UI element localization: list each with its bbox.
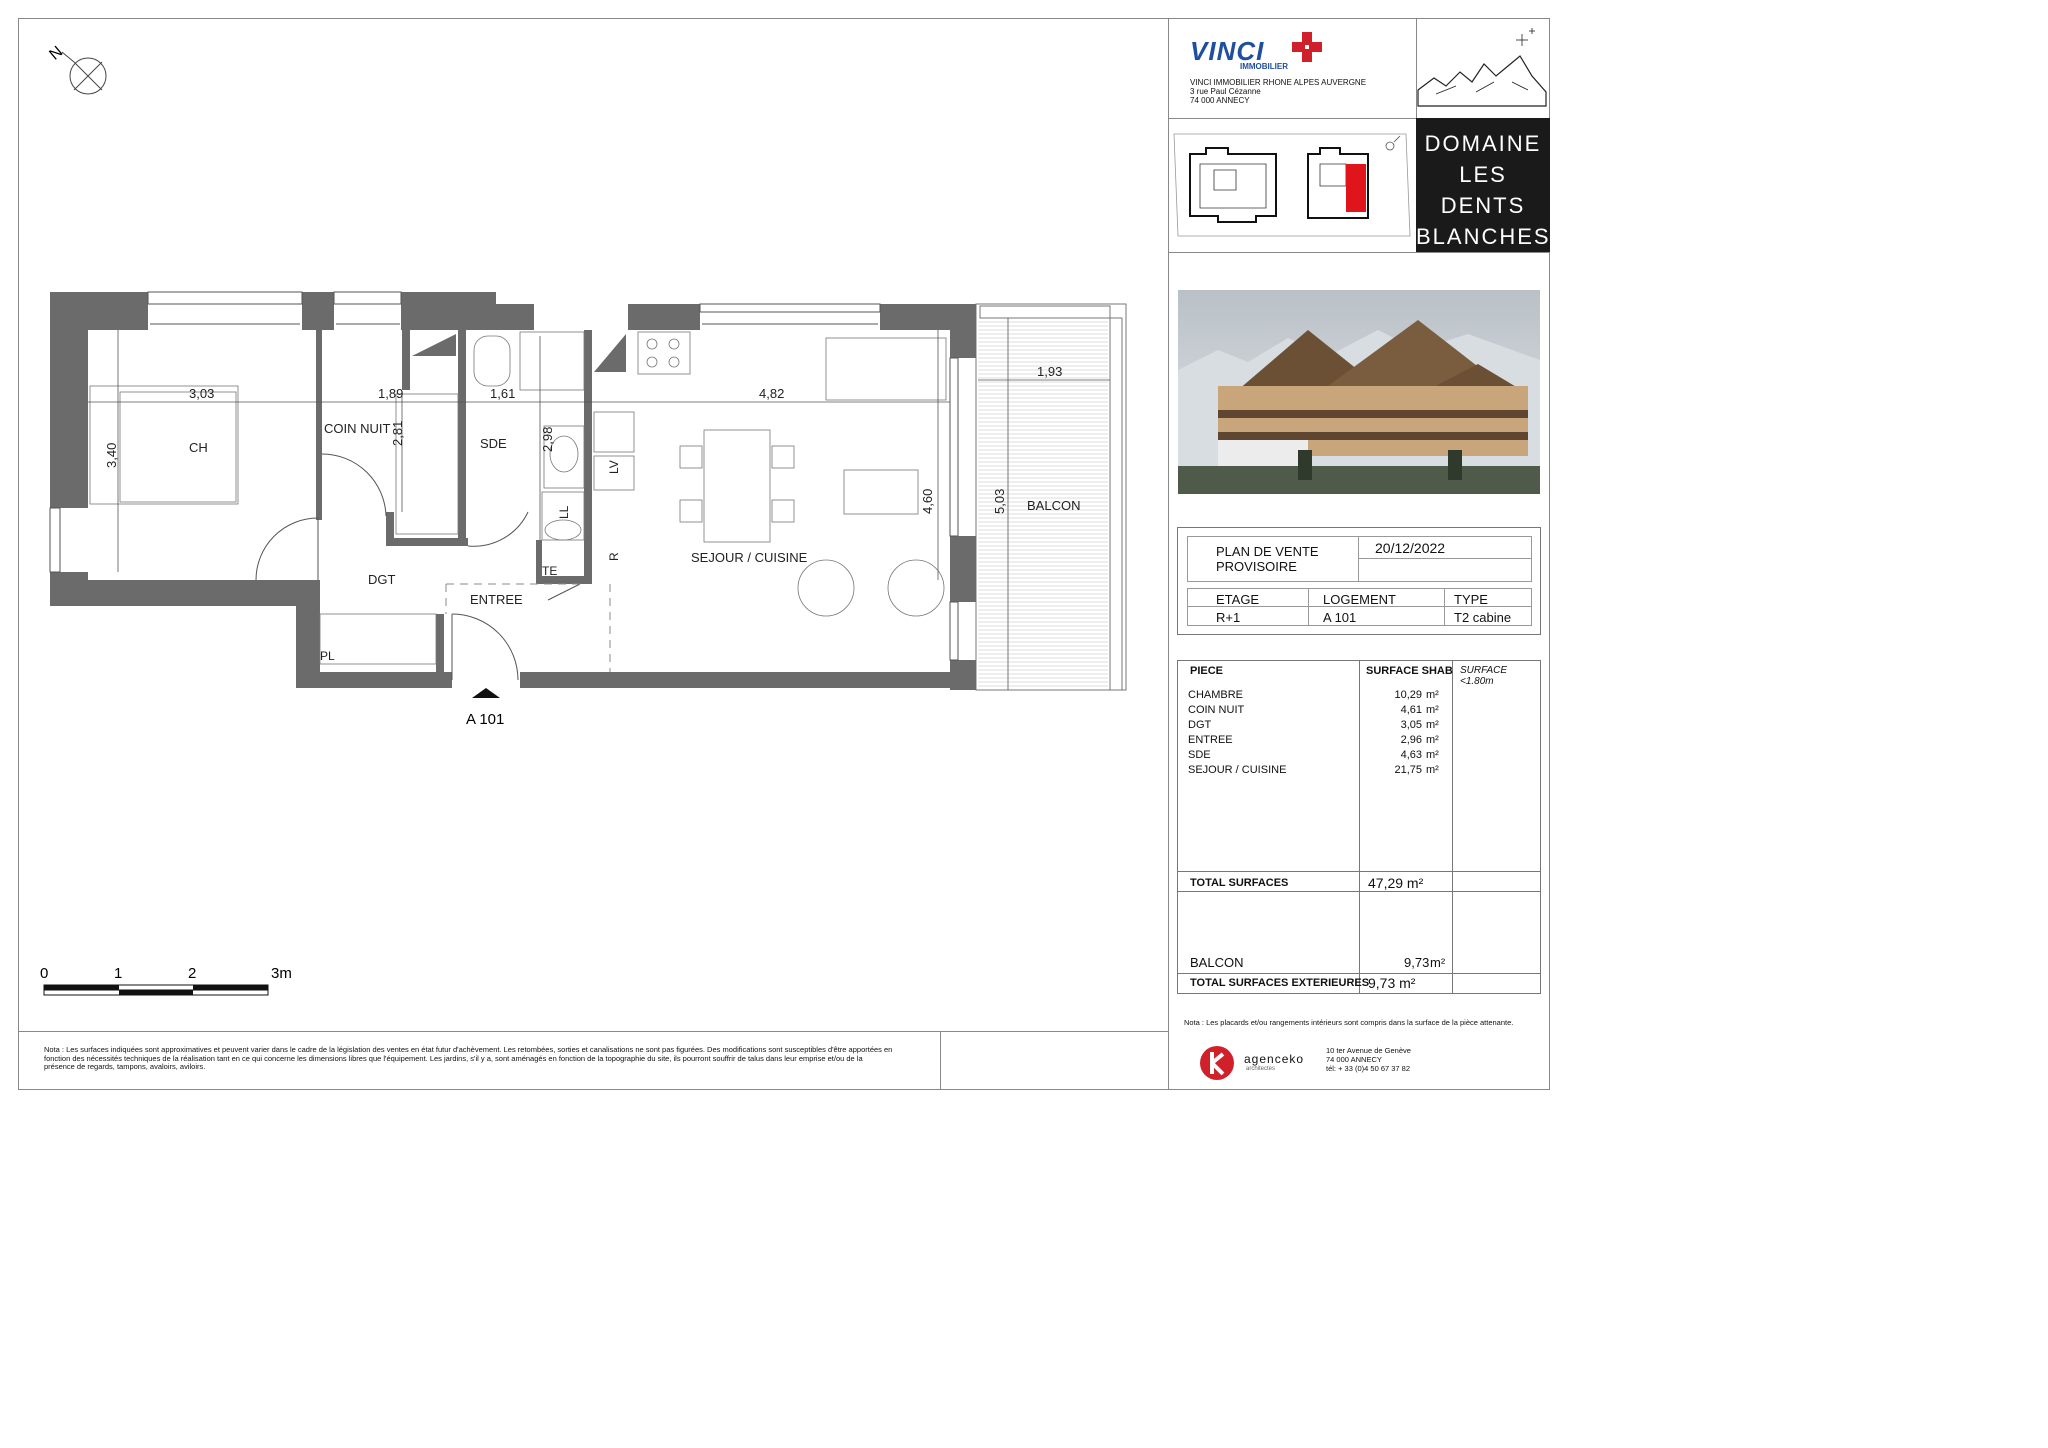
dim-298: 2,98 (540, 426, 555, 452)
room-unit: m² (1426, 704, 1439, 716)
dim-161: 1,61 (490, 386, 516, 401)
dim-460: 4,60 (920, 488, 935, 514)
room-entree: ENTREE (470, 592, 523, 607)
table-row (1178, 749, 1540, 764)
divider (1168, 252, 1550, 253)
type-label: TYPE (1454, 592, 1488, 607)
room-surface: 10,29 (1394, 689, 1422, 701)
table-row (1178, 704, 1540, 719)
room-coin-nuit: COIN NUIT (324, 421, 391, 436)
entry-arrow-icon (472, 688, 500, 698)
label-ll: LL (557, 505, 571, 519)
room-surface: 4,61 (1400, 704, 1422, 716)
footer-note: Nota : Les surfaces indiquées sont approximatives et peuvent varier dans le cadre de la législation des ventes en état futur d'achèvement. Les retombées, sorties et canalisations ne sont pas figurées. Des modifications sont susceptibles d'être apportées en fonction des nécessités techniques de la réalisation tant en ce qui concerne les dimensions libres que l'équipement. Les jardins, s'il y a, sont aménagés en fonction de la topographie du site, ils pourront souffrir de talus dans leur emprise et/ou de la présence de regards, tampons, avaloirs, aviloirs. (44, 1045, 893, 1071)
mountain-illustration (1416, 20, 1550, 118)
architect-sub: architectes (1246, 1066, 1276, 1072)
room-unit: m² (1426, 719, 1439, 731)
scale-bar (40, 965, 292, 995)
room-surface: 21,75 (1394, 764, 1422, 776)
room-balcon: BALCON (1027, 498, 1081, 513)
label-r: R (607, 552, 621, 561)
dim-303: 3,03 (189, 386, 215, 401)
agenceko-logo-icon (1198, 1044, 1238, 1082)
room-surface: 2,96 (1400, 734, 1422, 746)
total-label: TOTAL SURFACES (1190, 877, 1289, 889)
etage-label: ETAGE (1216, 592, 1260, 607)
etage-value: R+1 (1216, 610, 1241, 625)
company-address: VINCI IMMOBILIER RHONE ALPES AUVERGNE 3 rue Paul Cézanne 74 000 ANNECY (1190, 78, 1367, 105)
svg-text:1: 1 (114, 965, 123, 982)
piece-header: PIECE (1190, 665, 1224, 677)
north-label: N (46, 43, 67, 64)
total-ext-value: 9,73 m² (1368, 975, 1416, 991)
dim-193: 1,93 (1037, 364, 1063, 379)
dim-281: 2,81 (390, 420, 405, 446)
dim-503: 5,03 (992, 488, 1007, 514)
project-title-block: DOMAINE LES DENTS BLANCHES MORZINE (1416, 118, 1550, 252)
room-te: TE (542, 564, 558, 578)
unit-label: A 101 (466, 711, 505, 728)
divider (940, 1031, 941, 1090)
room-unit: m² (1426, 689, 1439, 701)
room-sejour: SEJOUR / CUISINE (691, 550, 808, 565)
key-plans (1170, 124, 1416, 244)
sparkle-icon (1516, 28, 1535, 46)
walls (50, 292, 976, 690)
compass-small-icon (1386, 136, 1400, 150)
plan-title: PLAN DE VENTE PROVISOIRE (1216, 544, 1319, 574)
table-row (1178, 719, 1540, 734)
vinci-cross-icon (1290, 30, 1326, 66)
room-name: ENTREE (1188, 734, 1233, 746)
floor-plan (0, 0, 1168, 1031)
vinci-logo: VINCI IMMOBILIER (1190, 36, 1264, 67)
logement-value: A 101 (1323, 610, 1357, 625)
logement-label: LOGEMENT (1323, 592, 1396, 607)
low-header: SURFACE <1.80m (1460, 665, 1508, 687)
balcon-unit: m² (1430, 955, 1446, 970)
table-row (1178, 689, 1540, 704)
room-surface: 3,05 (1400, 719, 1422, 731)
dim-482: 4,82 (759, 386, 785, 401)
architect-name: agenceko (1244, 1052, 1305, 1066)
divider (18, 1031, 1168, 1032)
dim-189: 1,89 (378, 386, 404, 401)
label-lv: LV (607, 460, 621, 474)
svg-text:2: 2 (188, 965, 197, 982)
architect-address: 10 ter Avenue de Genève 74 000 ANNECY tél: + 33 (0)4 50 67 37 82 (1326, 1046, 1411, 1073)
room-ch: CH (189, 440, 208, 455)
room-name: SDE (1188, 749, 1211, 761)
balcon-value: 9,73 (1404, 955, 1430, 970)
unit-highlight (1346, 164, 1366, 212)
table-row (1178, 734, 1540, 749)
building-rendering (1178, 290, 1540, 494)
divider (1168, 18, 1169, 1090)
room-pl: PL (320, 649, 335, 663)
balcon-label: BALCON (1190, 955, 1244, 970)
total-value: 47,29 m² (1368, 875, 1424, 891)
surfaces-note: Nota : Les placards et/ou rangements intérieurs sont compris dans la surface de la pièce attenante. (1184, 1018, 1514, 1027)
shab-header: SURFACE SHAB (1366, 665, 1453, 677)
room-unit: m² (1426, 749, 1439, 761)
type-value: T2 cabine (1454, 610, 1512, 625)
room-unit: m² (1426, 734, 1439, 746)
room-name: DGT (1188, 719, 1212, 731)
room-surface: 4,63 (1400, 749, 1422, 761)
svg-text:3m: 3m (271, 965, 292, 982)
room-sde: SDE (480, 436, 507, 451)
svg-text:0: 0 (40, 965, 49, 982)
table-row (1178, 764, 1540, 779)
compass-icon (62, 52, 106, 94)
sale-info-table (1177, 527, 1541, 635)
room-dgt: DGT (368, 572, 396, 587)
room-name: CHAMBRE (1188, 689, 1244, 701)
surfaces-table (1177, 660, 1541, 994)
room-name: COIN NUIT (1188, 704, 1245, 716)
room-unit: m² (1426, 764, 1439, 776)
room-name: SEJOUR / CUISINE (1188, 764, 1287, 776)
plan-date: 20/12/2022 (1375, 540, 1446, 556)
total-ext-label: TOTAL SURFACES EXTERIEURES (1190, 977, 1370, 989)
dim-340: 3,40 (104, 442, 119, 468)
